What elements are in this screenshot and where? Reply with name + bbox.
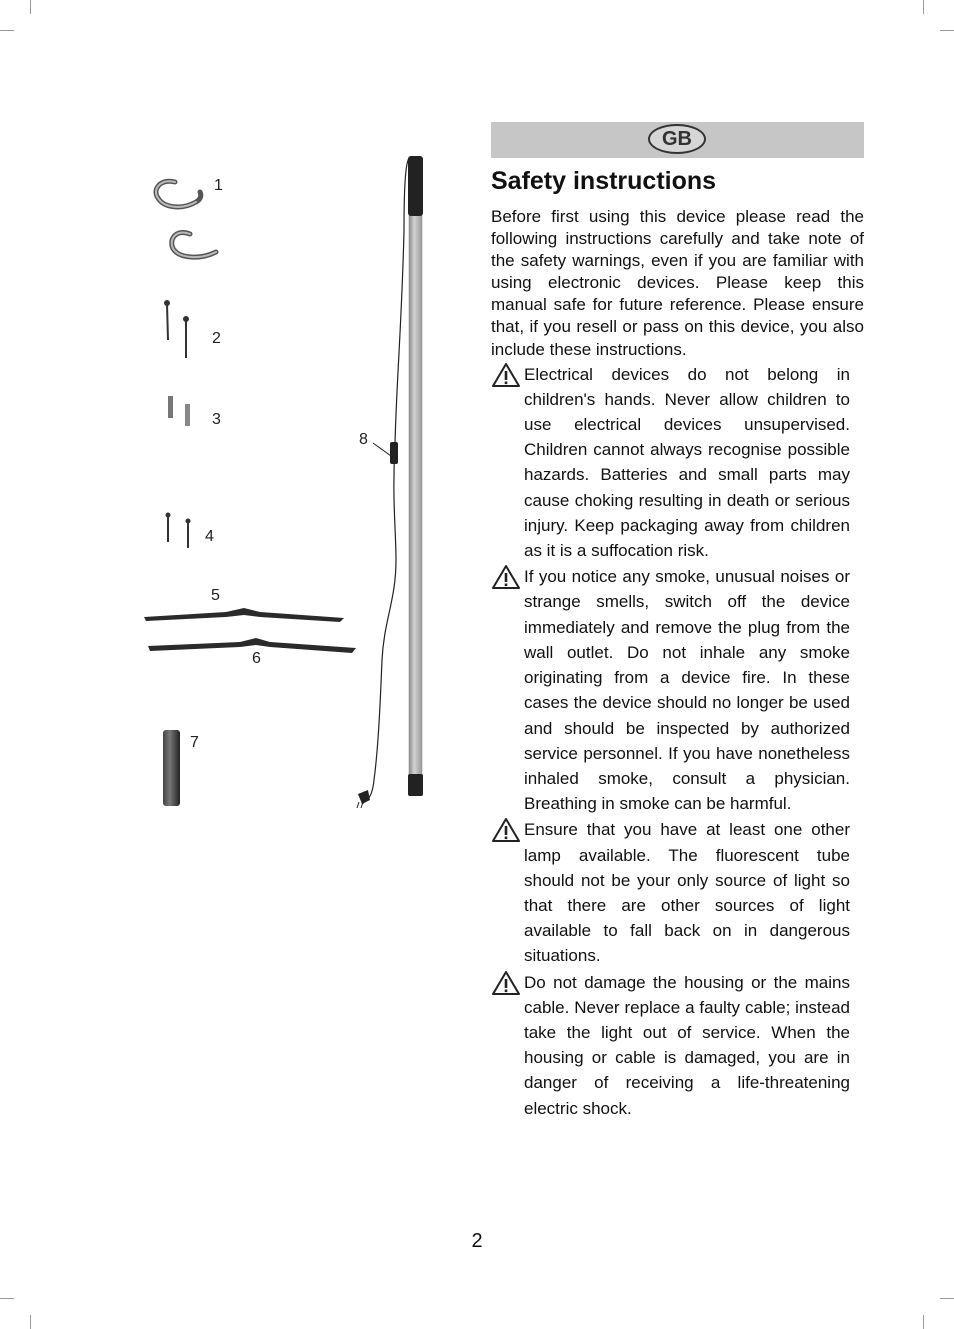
intro-paragraph: Before first using this device please read the following instructions carefully and take note of the safety warnings, even if you are familiar with using electronic devices. Please keep this manual safe for future reference. Please ensure that, if you resell or pass on this device, you also include these instructions. [491,207,864,359]
parts-illustration [130,140,460,830]
crop-mark [0,1298,14,1299]
warning-triangle-icon [491,362,521,388]
warning-text: If you notice any smoke, unusual noises or strange smells, switch off the device immediately and remove the plug from the wall outlet. Do not inhale any smoke originating from a device fire. In these cases the device should no longer be used and should be inspected by authorized service personnel. If you have nonetheless inhaled smoke, consult a physician. Breathing in smoke can be harmful. [524,567,850,814]
crop-mark [940,30,954,31]
part-number-label: 1 [214,177,223,194]
part-number-label: 2 [212,330,221,347]
crop-mark [0,30,14,31]
sleeve-part [163,730,180,806]
dowel-part [168,396,173,418]
warning-item [491,564,864,816]
warning-text: Electrical devices do not belong in children's hands. Never allow children to use electrical devices unsupervised. Children cannot always recognise possible hazards. Batteries and small parts may cause choking resulting in death or serious injury. Keep packaging away from children as it is a suffocation risk. [524,364,850,561]
tube-part [409,212,422,782]
warning-item [491,970,864,1121]
part-number-label: 7 [190,734,199,751]
warning-item [491,817,864,968]
part-number-label: 5 [211,587,220,604]
warning-triangle-icon [491,817,521,843]
warning-item [491,362,864,564]
crop-mark [923,0,924,14]
warning-text: Ensure that you have at least one other lamp available. The fluorescent tube should not be your only source of light so that there are other sources of light available to fall back on in dangerous situations. [524,820,850,966]
part-number-label: 4 [205,528,214,545]
screw-part [168,516,188,548]
crop-mark [30,0,31,14]
part-number-label: 8 [359,431,368,448]
bracket-part [144,608,344,622]
crop-mark [923,1315,924,1329]
page-number: 2 [471,1230,483,1252]
part-number-label: 6 [252,650,261,667]
section-title: Safety instructions [491,167,717,195]
warning-triangle-icon [491,564,521,590]
inline-switch [390,442,398,464]
clip-part [156,181,216,257]
safety-section [491,122,864,1121]
plug [358,790,370,804]
crop-mark [30,1315,31,1329]
crop-mark [940,1298,954,1299]
screw-part [167,304,186,358]
warning-text: Do not damage the housing or the mains cable. Never replace a faulty cable; instead take the light out of service. When the housing or cable is damaged, you are in danger of receiving a life-threatening electric shock. [524,972,850,1118]
language-badge: GB [648,124,706,154]
power-cable [362,157,412,804]
warning-triangle-icon [491,970,521,996]
language-bar [491,122,864,158]
part-number-label: 3 [212,411,221,428]
